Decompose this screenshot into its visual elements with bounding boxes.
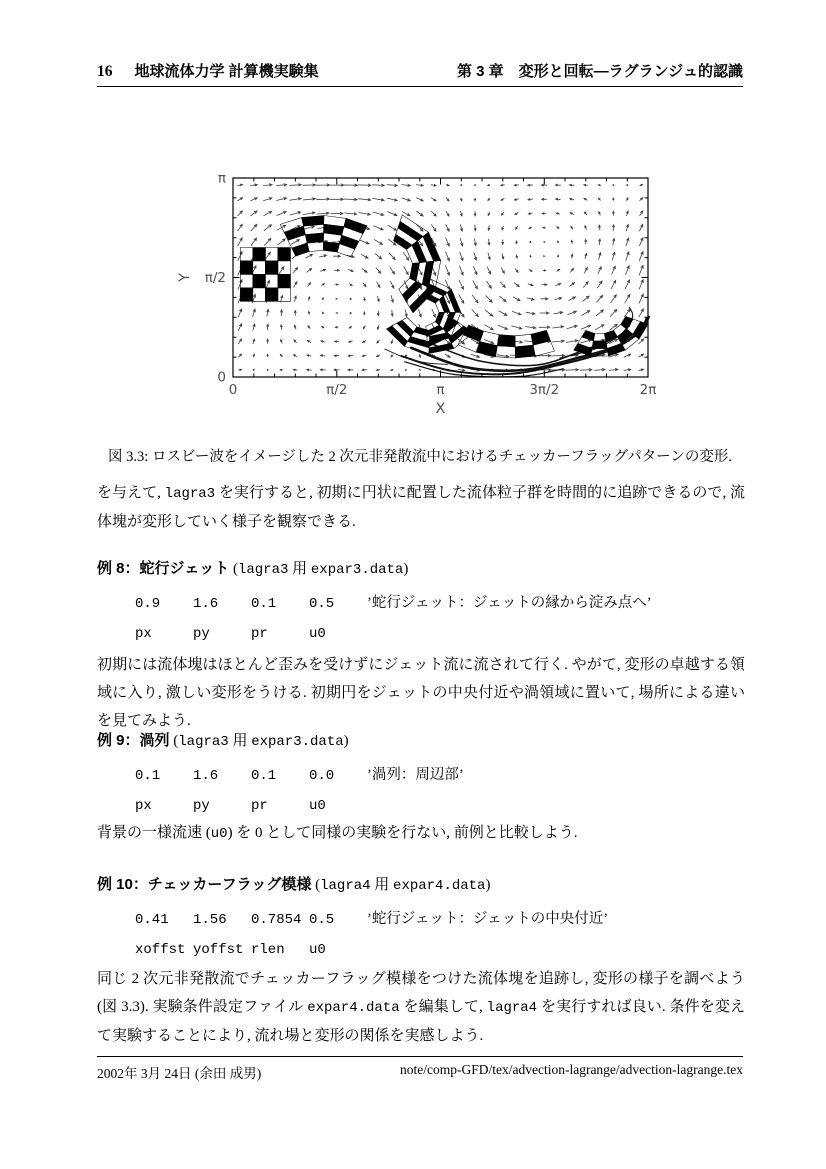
data-comment: ’渦列：周辺部’ (367, 767, 464, 783)
book-title: 地球流体力学 計算機実験集 (134, 63, 319, 80)
data-value: 0.1 (251, 596, 277, 612)
text-run: を編集して, (399, 999, 487, 1015)
x-tick-label: π/2 (326, 382, 348, 398)
quiver-field (237, 184, 643, 372)
example-9-heading (97, 729, 349, 750)
data-comment: ’蛇行ジェット：ジェットの縁から淀み点へ’ (367, 595, 652, 611)
example-title: 例 9：渦列 (97, 732, 170, 749)
data-label: yoffst (193, 942, 244, 958)
text-run: 用 (288, 561, 311, 577)
text-run: ( (169, 733, 179, 749)
data-value: 0.9 (135, 596, 161, 612)
example-8-data (135, 588, 745, 648)
inline-code: expar4.data (393, 878, 486, 894)
footer-date: 2002年 3月 24日 (余田 成男) (97, 1066, 262, 1081)
text-run: ( (229, 561, 238, 577)
data-label: u0 (309, 798, 326, 814)
inline-code: lagra4 (486, 1000, 538, 1016)
example-10-data (135, 904, 745, 964)
data-value: 0.5 (309, 912, 335, 928)
data-value: 0.7854 (251, 912, 302, 928)
data-label: pr (251, 626, 268, 642)
x-tick-label: π (436, 382, 445, 398)
text-run: ) を 0 として同様の実験を行ない, 前例と比較しよう. (227, 825, 578, 841)
figure-3-3 (175, 150, 667, 428)
data-label: px (135, 798, 152, 814)
checker-flag-stage (240, 248, 290, 302)
figure-caption (90, 445, 750, 466)
data-label: py (193, 626, 210, 642)
checker-flag-stage (387, 318, 474, 354)
inline-code: lagra3 (164, 486, 216, 502)
caption-prefix: 図 3.3: (108, 449, 149, 465)
header-left (97, 60, 319, 81)
data-label: rlen (251, 942, 285, 958)
text-run: を実行すれば良い. 条件を変えて実験することにより, 流れ場と変形の関係を実感しよう. (97, 999, 745, 1044)
y-tick-label: π/2 (204, 269, 226, 286)
data-label: pr (251, 798, 268, 814)
text-run: ) (485, 877, 491, 893)
paragraph-1 (97, 479, 745, 536)
checker-flag-stage (280, 216, 367, 257)
text-run: 背景の一様流速 ( (97, 825, 211, 841)
paragraph-3 (97, 819, 745, 848)
inline-code: expar3.data (251, 734, 344, 750)
data-label: py (193, 798, 210, 814)
data-label: u0 (309, 626, 326, 642)
inline-code: lagra3 (178, 734, 229, 750)
data-comment: ’蛇行ジェット：ジェットの中央付近’ (367, 911, 609, 927)
data-value: 1.6 (193, 768, 219, 784)
data-labels-row (135, 934, 745, 964)
text-run: ( (311, 877, 321, 893)
inline-code: expar4.data (307, 1000, 400, 1016)
x-tick-label: 0 (228, 382, 238, 398)
chapter-title: 第 3 章 変形と回転—ラグランジュ的認識 (456, 63, 743, 80)
footer-filepath: note/comp-GFD/tex/advection-lagrange/advection-lagrange.tex (400, 1062, 743, 1077)
data-value: 0.41 (135, 912, 169, 928)
data-value: 0.1 (251, 768, 277, 784)
x-tick-label: 3π/2 (529, 382, 560, 398)
inline-code: lagra4 (320, 878, 371, 894)
data-value: 0.5 (309, 596, 335, 612)
y-axis-label: Y (177, 273, 193, 282)
x-tick-label: 2π (639, 382, 657, 398)
data-labels-row (135, 790, 745, 820)
page-header (97, 60, 743, 87)
text-run: を与えて, (97, 485, 165, 501)
caption-text: ロスビー波をイメージした 2 次元非発散流中におけるチェッカーフラッグパターンの変形. (148, 449, 732, 465)
example-title: 例 8：蛇行ジェット (97, 560, 230, 577)
inline-code: lagra3 (237, 562, 289, 578)
data-value: 0.1 (135, 768, 161, 784)
data-value: 1.56 (193, 912, 227, 928)
data-labels-row (135, 618, 745, 648)
inline-code: u0 (210, 826, 228, 842)
figure-svg (175, 150, 667, 428)
flag-stages (240, 215, 648, 358)
checker-flag-stage (574, 316, 648, 356)
text-run: を実行すると, 初期に円状に配置した流体粒子群を時間的に追跡できるので, 流体塊が変形していく様子を観察できる. (97, 485, 745, 530)
footer-rule (97, 1056, 743, 1057)
text-run: ) (343, 733, 349, 749)
x-axis-label: X (435, 401, 446, 417)
page-number: 16 (97, 63, 113, 80)
example-8-heading (97, 557, 408, 578)
example-9-data (135, 760, 745, 820)
data-values-row (135, 588, 745, 618)
checker-flag-stage (458, 325, 555, 358)
y-tick-label: π (217, 170, 226, 187)
data-label: xoffst (135, 942, 186, 958)
paragraph-2 (97, 651, 745, 735)
text-run: 用 (370, 877, 394, 893)
page-footer (97, 1062, 743, 1082)
data-label: px (135, 626, 152, 642)
data-values-row (135, 760, 745, 790)
text-run: 初期には流体塊はほとんど歪みを受けずにジェット流に流されて行く. やがて, 変形の卓越する領域に入り, 激しい変形をうける. 初期円をジェットの中央付近や渦領域に置いて, 場所による違いを見てみよう. (97, 657, 745, 729)
text-run: 用 (228, 733, 252, 749)
text-run: 同じ 2 次元非発散流でチェッカーフラッグ模様をつけた流体塊を追跡し, 変形の様子を調べよう (図 3.3). 実験条件設定ファイル (97, 971, 745, 1015)
paragraph-4 (97, 965, 745, 1050)
data-value: 1.6 (193, 596, 219, 612)
text-run: ) (403, 561, 409, 577)
example-title: 例 10：チェッカーフラッグ模様 (97, 876, 312, 893)
data-value: 0.0 (309, 768, 335, 784)
inline-code: expar3.data (310, 562, 404, 578)
example-10-heading (97, 873, 490, 894)
data-label: u0 (309, 942, 326, 958)
data-values-row (135, 904, 745, 934)
y-tick-label: 0 (217, 369, 226, 386)
